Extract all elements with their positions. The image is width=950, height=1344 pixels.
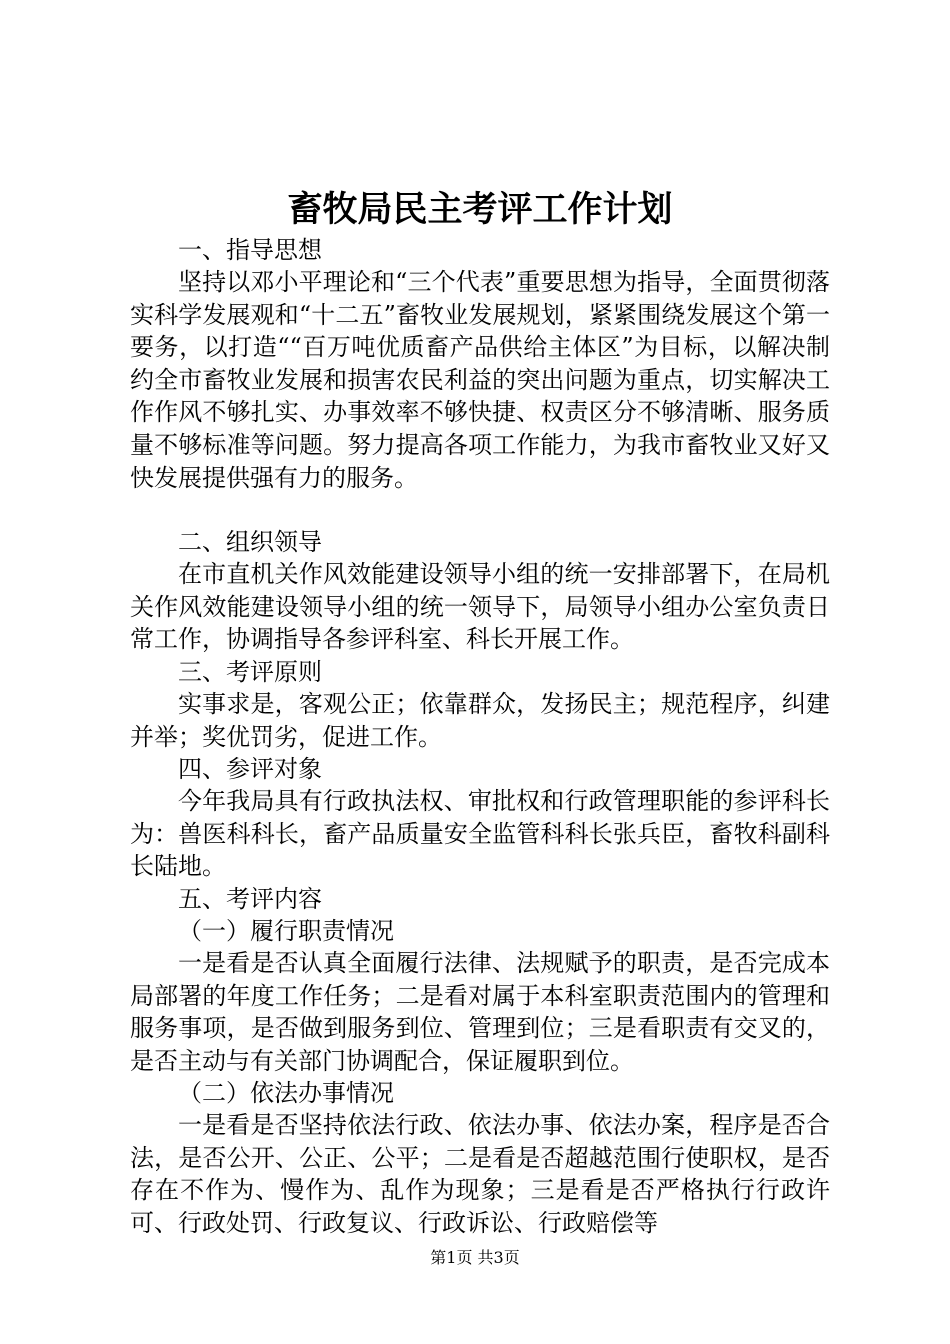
subsection-paragraph-duties: 一是看是否认真全面履行法律、法规赋予的职责，是否完成本局部署的年度工作任务；二是看对属于本科室职责范围内的管理和服务事项，是否做到服务到位、管理到位；三是看职责有交叉的，是否主动与有关部门协调配合，保证履职到位。 [130,948,830,1075]
section-paragraph-guiding-ideology: 坚持以邓小平理论和“三个代表”重要思想为指导，全面贯彻落实科学发展观和“十二五”畜牧业发展规划，紧紧围绕发展这个第一要务，以打造““百万吨优质畜产品供给主体区”为目标，以解决制约全市畜牧业发展和损害农民利益的突出问题为重点，切实解决工作作风不够扎实、办事效率不够快捷、权责区分不够清晰、服务质量不够标准等问题。努力提高各项工作能力，为我市畜牧业又好又快发展提供强有力的服务。 [130,268,830,492]
subsection-paragraph-lawful-conduct: 一是看是否坚持依法行政、依法办事、依法办案，程序是否合法，是否公开、公正、公平；二是看是否超越范围行使职权，是否存在不作为、慢作为、乱作为现象；三是看是否严格执行行政许可、行政处罚、行政复议、行政诉讼、行政赔偿等 [130,1111,830,1238]
section-paragraph-principles: 实事求是，客观公正；依靠群众，发扬民主；规范程序，纠建并举；奖优罚劣，促进工作。 [130,689,830,751]
subsection-heading-lawful-conduct: （二）依法办事情况 [178,1079,394,1108]
section-paragraph-organization: 在市直机关作风效能建设领导小组的统一安排部署下，在局机关作风效能建设领导小组的统一领导下，局领导小组办公室负责日常工作，协调指导各参评科室、科长开展工作。 [130,560,830,654]
document-body [130,186,830,1240]
section-heading-participants: 四、参评对象 [178,755,322,784]
document-title: 畜牧局民主考评工作计划 [287,189,673,230]
page-number-footer: 第1页 共3页 [430,1248,520,1267]
subsection-heading-duties: （一）履行职责情况 [178,916,394,945]
section-heading-evaluation-content: 五、考评内容 [178,884,322,913]
section-heading-guiding-ideology: 一、指导思想 [178,236,322,264]
section-heading-organization: 二、组织领导 [178,528,322,557]
paragraph-gap [130,494,830,526]
section-paragraph-participants: 今年我局具有行政执法权、审批权和行政管理职能的参评科长为：兽医科科长，畜产品质量安全监管科科长张兵臣，畜牧科副科长陆地。 [130,787,830,881]
section-heading-principles: 三、考评原则 [178,657,322,686]
